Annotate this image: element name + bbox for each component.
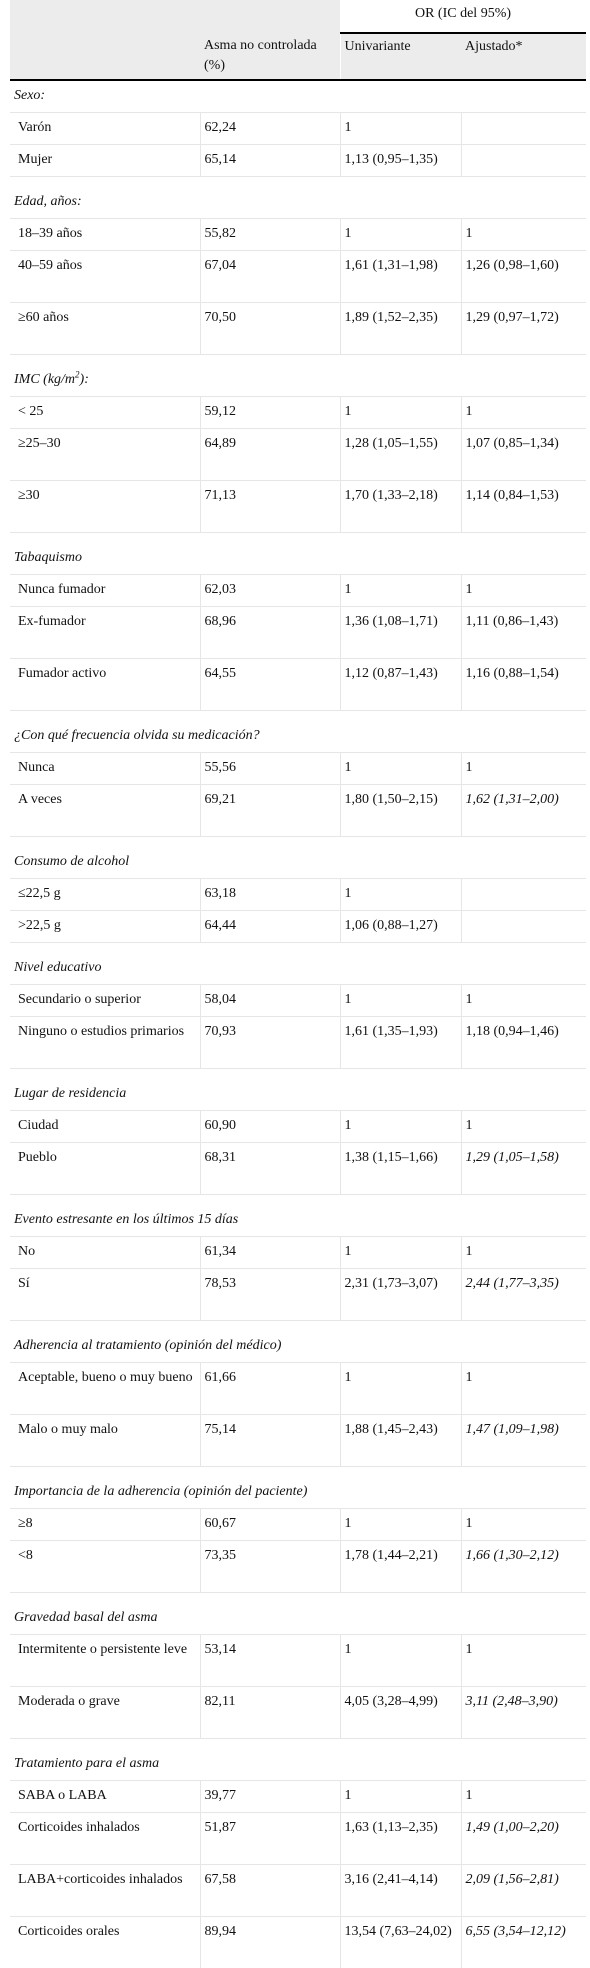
cell-variable: <8 xyxy=(10,1541,200,1593)
cell-asma-pct: 39,77 xyxy=(200,1781,340,1813)
cell-variable: ≥25–30 xyxy=(10,429,200,481)
cell-or-univariante: 1 xyxy=(340,1237,461,1269)
cell-or-univariante: 1,70 (1,33–2,18) xyxy=(340,481,461,533)
group-title: Nivel educativo xyxy=(10,953,586,985)
cell-or-univariante: 13,54 (7,63–24,02) xyxy=(340,1917,461,1968)
cell-or-univariante: 1 xyxy=(340,985,461,1017)
results-table-container xyxy=(10,0,586,1968)
cell-variable: Intermitente o persistente leve xyxy=(10,1635,200,1687)
cell-or-univariante: 1 xyxy=(340,1111,461,1143)
cell-or-univariante: 1 xyxy=(340,879,461,911)
cell-asma-pct: 70,93 xyxy=(200,1017,340,1069)
group-title: Adherencia al tratamiento (opinión del médico) xyxy=(10,1331,586,1363)
cell-variable: Nunca xyxy=(10,753,200,785)
header-asma-col: Asma no controlada (%) xyxy=(200,33,340,80)
table-row xyxy=(10,985,586,1017)
cell-variable: ≥60 años xyxy=(10,303,200,355)
table-row xyxy=(10,607,586,659)
cell-asma-pct: 59,12 xyxy=(200,397,340,429)
cell-variable: A veces xyxy=(10,785,200,837)
group-title: Sexo: xyxy=(10,80,586,113)
group-title: Tabaquismo xyxy=(10,543,586,575)
cell-or-univariante: 1 xyxy=(340,397,461,429)
spacer-cell xyxy=(10,711,586,722)
group-header-row xyxy=(10,543,586,575)
cell-or-univariante: 1,89 (1,52–2,35) xyxy=(340,303,461,355)
cell-or-ajustado: 1 xyxy=(461,1363,586,1415)
cell-variable: 40–59 años xyxy=(10,251,200,303)
spacer-cell xyxy=(10,533,586,544)
cell-or-univariante: 1,13 (0,95–1,35) xyxy=(340,145,461,177)
table-row xyxy=(10,429,586,481)
group-title-part: ): xyxy=(80,372,89,387)
group-title: Importancia de la adherencia (opinión del paciente) xyxy=(10,1477,586,1509)
cell-variable: No xyxy=(10,1237,200,1269)
cell-or-ajustado: 1,14 (0,84–1,53) xyxy=(461,481,586,533)
cell-or-ajustado: 1,07 (0,85–1,34) xyxy=(461,429,586,481)
table-row xyxy=(10,1813,586,1865)
cell-or-ajustado: 1,29 (0,97–1,72) xyxy=(461,303,586,355)
cell-variable: ≤22,5 g xyxy=(10,879,200,911)
cell-asma-pct: 78,53 xyxy=(200,1269,340,1321)
cell-asma-pct: 73,35 xyxy=(200,1541,340,1593)
table-row xyxy=(10,1363,586,1415)
cell-or-ajustado: 1,18 (0,94–1,46) xyxy=(461,1017,586,1069)
cell-or-univariante: 1 xyxy=(340,575,461,607)
table-row xyxy=(10,785,586,837)
cell-variable: 18–39 años xyxy=(10,219,200,251)
cell-asma-pct: 60,67 xyxy=(200,1509,340,1541)
group-spacer-row xyxy=(10,1593,586,1604)
cell-or-ajustado: 1,26 (0,98–1,60) xyxy=(461,251,586,303)
table-row xyxy=(10,879,586,911)
cell-asma-pct: 68,31 xyxy=(200,1143,340,1195)
group-spacer-row xyxy=(10,1195,586,1206)
spacer-cell xyxy=(10,1739,586,1750)
table-header xyxy=(10,0,586,80)
cell-asma-pct: 60,90 xyxy=(200,1111,340,1143)
cell-or-univariante: 1,78 (1,44–2,21) xyxy=(340,1541,461,1593)
spacer-cell xyxy=(10,1195,586,1206)
cell-variable: Secundario o superior xyxy=(10,985,200,1017)
group-title: ¿Con qué frecuencia olvida su medicación? xyxy=(10,721,586,753)
cell-or-univariante: 1,63 (1,13–2,35) xyxy=(340,1813,461,1865)
asthma-or-table xyxy=(10,0,586,1968)
cell-asma-pct: 67,04 xyxy=(200,251,340,303)
cell-variable: SABA o LABA xyxy=(10,1781,200,1813)
cell-asma-pct: 61,66 xyxy=(200,1363,340,1415)
group-spacer-row xyxy=(10,1321,586,1332)
cell-or-ajustado: 1 xyxy=(461,985,586,1017)
cell-or-univariante: 1,28 (1,05–1,55) xyxy=(340,429,461,481)
group-title: Consumo de alcohol xyxy=(10,847,586,879)
group-spacer-row xyxy=(10,1739,586,1750)
cell-or-univariante: 1,88 (1,45–2,43) xyxy=(340,1415,461,1467)
cell-variable: ≥8 xyxy=(10,1509,200,1541)
group-header-row xyxy=(10,1477,586,1509)
table-row xyxy=(10,1237,586,1269)
group-title: Edad, años: xyxy=(10,187,586,219)
cell-or-univariante: 1,38 (1,15–1,66) xyxy=(340,1143,461,1195)
header-label-col xyxy=(10,33,200,80)
cell-asma-pct: 89,94 xyxy=(200,1917,340,1968)
cell-asma-pct: 65,14 xyxy=(200,145,340,177)
spacer-cell xyxy=(10,837,586,848)
cell-or-univariante: 3,16 (2,41–4,14) xyxy=(340,1865,461,1917)
cell-or-univariante: 1 xyxy=(340,1635,461,1687)
table-row xyxy=(10,753,586,785)
cell-variable: Varón xyxy=(10,113,200,145)
cell-variable: Mujer xyxy=(10,145,200,177)
cell-or-ajustado: 1 xyxy=(461,1237,586,1269)
cell-asma-pct: 75,14 xyxy=(200,1415,340,1467)
table-row xyxy=(10,145,586,177)
cell-variable: ≥30 xyxy=(10,481,200,533)
cell-asma-pct: 58,04 xyxy=(200,985,340,1017)
cell-or-univariante: 1,06 (0,88–1,27) xyxy=(340,911,461,943)
cell-variable: Pueblo xyxy=(10,1143,200,1195)
group-spacer-row xyxy=(10,943,586,954)
group-spacer-row xyxy=(10,711,586,722)
group-header-row xyxy=(10,187,586,219)
group-title: Evento estresante en los últimos 15 días xyxy=(10,1205,586,1237)
table-row xyxy=(10,1509,586,1541)
table-row xyxy=(10,1541,586,1593)
cell-or-ajustado: 1 xyxy=(461,1635,586,1687)
cell-or-univariante: 1 xyxy=(340,1509,461,1541)
cell-or-univariante: 1,61 (1,35–1,93) xyxy=(340,1017,461,1069)
group-spacer-row xyxy=(10,177,586,188)
table-row xyxy=(10,397,586,429)
cell-or-ajustado xyxy=(461,879,586,911)
cell-variable: Ciudad xyxy=(10,1111,200,1143)
table-row xyxy=(10,1687,586,1739)
table-row xyxy=(10,659,586,711)
cell-variable: >22,5 g xyxy=(10,911,200,943)
group-title-superscript: 2 xyxy=(75,369,80,379)
group-title xyxy=(10,365,586,397)
table-row xyxy=(10,113,586,145)
cell-or-ajustado xyxy=(461,113,586,145)
cell-asma-pct: 62,24 xyxy=(200,113,340,145)
cell-asma-pct: 71,13 xyxy=(200,481,340,533)
cell-asma-pct: 62,03 xyxy=(200,575,340,607)
group-header-row xyxy=(10,1603,586,1635)
cell-asma-pct: 53,14 xyxy=(200,1635,340,1687)
cell-asma-pct: 64,55 xyxy=(200,659,340,711)
cell-or-ajustado: 3,11 (2,48–3,90) xyxy=(461,1687,586,1739)
cell-or-ajustado: 1 xyxy=(461,1111,586,1143)
group-title: Gravedad basal del asma xyxy=(10,1603,586,1635)
cell-variable: Sí xyxy=(10,1269,200,1321)
cell-or-univariante: 1 xyxy=(340,219,461,251)
cell-variable: Ninguno o estudios primarios xyxy=(10,1017,200,1069)
group-spacer-row xyxy=(10,1069,586,1080)
cell-or-ajustado: 1,11 (0,86–1,43) xyxy=(461,607,586,659)
cell-variable: Ex-fumador xyxy=(10,607,200,659)
table-row xyxy=(10,1917,586,1968)
table-row xyxy=(10,219,586,251)
spacer-cell xyxy=(10,1593,586,1604)
table-row xyxy=(10,911,586,943)
cell-variable: LABA+corticoides inhalados xyxy=(10,1865,200,1917)
table-row xyxy=(10,251,586,303)
cell-variable: Corticoides orales xyxy=(10,1917,200,1968)
header-blank xyxy=(10,0,200,33)
table-row xyxy=(10,1111,586,1143)
cell-or-univariante: 1,12 (0,87–1,43) xyxy=(340,659,461,711)
cell-asma-pct: 63,18 xyxy=(200,879,340,911)
table-body xyxy=(10,80,586,1968)
spacer-cell xyxy=(10,1069,586,1080)
cell-asma-pct: 55,56 xyxy=(200,753,340,785)
cell-or-ajustado: 1 xyxy=(461,1781,586,1813)
cell-asma-pct: 69,21 xyxy=(200,785,340,837)
cell-or-univariante: 1,36 (1,08–1,71) xyxy=(340,607,461,659)
group-header-row xyxy=(10,1749,586,1781)
cell-asma-pct: 64,44 xyxy=(200,911,340,943)
cell-variable: Fumador activo xyxy=(10,659,200,711)
table-row xyxy=(10,1865,586,1917)
cell-or-univariante: 2,31 (1,73–3,07) xyxy=(340,1269,461,1321)
cell-asma-pct: 64,89 xyxy=(200,429,340,481)
spacer-cell xyxy=(10,1321,586,1332)
cell-variable: Corticoides inhalados xyxy=(10,1813,200,1865)
cell-or-ajustado: 1,49 (1,00–2,20) xyxy=(461,1813,586,1865)
group-header-row xyxy=(10,365,586,397)
cell-asma-pct: 51,87 xyxy=(200,1813,340,1865)
cell-or-ajustado xyxy=(461,911,586,943)
cell-or-ajustado: 6,55 (3,54–12,12) xyxy=(461,1917,586,1968)
table-row xyxy=(10,303,586,355)
group-spacer-row xyxy=(10,533,586,544)
cell-or-ajustado: 1,47 (1,09–1,98) xyxy=(461,1415,586,1467)
cell-or-ajustado: 1 xyxy=(461,219,586,251)
cell-or-univariante: 1 xyxy=(340,113,461,145)
group-title: Tratamiento para el asma xyxy=(10,1749,586,1781)
cell-or-ajustado: 1 xyxy=(461,753,586,785)
header-ajustado-col: Ajustado* xyxy=(461,33,586,80)
cell-or-univariante: 1 xyxy=(340,1781,461,1813)
table-row xyxy=(10,1415,586,1467)
group-title-part: IMC (kg/m xyxy=(14,372,75,387)
group-spacer-row xyxy=(10,1467,586,1478)
table-row xyxy=(10,1635,586,1687)
cell-or-ajustado: 2,09 (1,56–2,81) xyxy=(461,1865,586,1917)
cell-or-ajustado: 1 xyxy=(461,575,586,607)
table-row xyxy=(10,1017,586,1069)
cell-or-univariante: 1 xyxy=(340,753,461,785)
header-univariante-col: Univariante xyxy=(340,33,461,80)
cell-asma-pct: 70,50 xyxy=(200,303,340,355)
cell-variable: Aceptable, bueno o muy bueno xyxy=(10,1363,200,1415)
cell-or-univariante: 4,05 (3,28–4,99) xyxy=(340,1687,461,1739)
cell-or-ajustado xyxy=(461,145,586,177)
table-row xyxy=(10,481,586,533)
spacer-cell xyxy=(10,355,586,366)
cell-asma-pct: 61,34 xyxy=(200,1237,340,1269)
group-header-row xyxy=(10,1205,586,1237)
group-header-row xyxy=(10,1079,586,1111)
cell-asma-pct: 55,82 xyxy=(200,219,340,251)
group-header-row xyxy=(10,953,586,985)
cell-asma-pct: 68,96 xyxy=(200,607,340,659)
cell-or-ajustado: 1,66 (1,30–2,12) xyxy=(461,1541,586,1593)
group-spacer-row xyxy=(10,355,586,366)
cell-or-univariante: 1 xyxy=(340,1363,461,1415)
group-header-row xyxy=(10,721,586,753)
cell-or-ajustado: 1,16 (0,88–1,54) xyxy=(461,659,586,711)
cell-variable: < 25 xyxy=(10,397,200,429)
cell-asma-pct: 82,11 xyxy=(200,1687,340,1739)
header-blank-2 xyxy=(200,0,340,33)
table-row xyxy=(10,1781,586,1813)
table-row xyxy=(10,1143,586,1195)
cell-variable: Malo o muy malo xyxy=(10,1415,200,1467)
group-header-row xyxy=(10,847,586,879)
spacer-cell xyxy=(10,1467,586,1478)
cell-or-univariante: 1,61 (1,31–1,98) xyxy=(340,251,461,303)
cell-or-univariante: 1,80 (1,50–2,15) xyxy=(340,785,461,837)
group-header-row xyxy=(10,80,586,113)
cell-or-ajustado: 1 xyxy=(461,397,586,429)
cell-variable: Moderada o grave xyxy=(10,1687,200,1739)
cell-or-ajustado: 1,29 (1,05–1,58) xyxy=(461,1143,586,1195)
table-row xyxy=(10,1269,586,1321)
group-spacer-row xyxy=(10,837,586,848)
cell-asma-pct: 67,58 xyxy=(200,1865,340,1917)
table-row xyxy=(10,575,586,607)
cell-or-ajustado: 2,44 (1,77–3,35) xyxy=(461,1269,586,1321)
or-group-header: OR (IC del 95%) xyxy=(340,0,586,33)
group-title: Lugar de residencia xyxy=(10,1079,586,1111)
spacer-cell xyxy=(10,943,586,954)
cell-variable: Nunca fumador xyxy=(10,575,200,607)
cell-or-ajustado: 1 xyxy=(461,1509,586,1541)
cell-or-ajustado: 1,62 (1,31–2,00) xyxy=(461,785,586,837)
group-header-row xyxy=(10,1331,586,1363)
spacer-cell xyxy=(10,177,586,188)
